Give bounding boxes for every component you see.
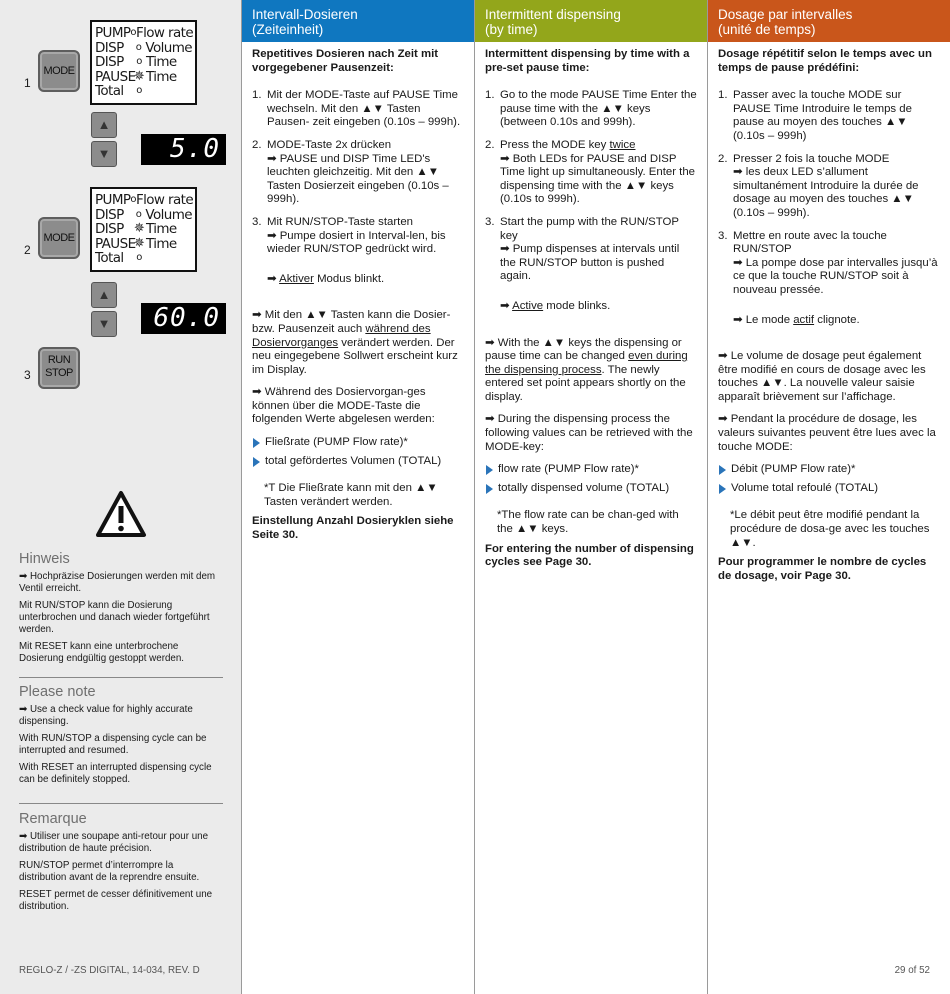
note-title: Hinweis <box>19 551 70 567</box>
lcd-value: Volume <box>145 39 192 56</box>
lcd-label: DISP <box>95 221 124 237</box>
header-subtitle: (by time) <box>485 22 538 37</box>
led-indicator: o <box>135 208 142 220</box>
page-reference: Pour programmer le nombre de cycles de dosage, voir Page 30. <box>718 556 927 582</box>
paragraph: ➡ During the dispensing process the following values can be retrieved with the MODE-key: <box>485 413 693 453</box>
lcd-label: DISP <box>95 39 124 56</box>
note-text: With RESET an interrupted dispensing cycle can be definitely stopped. <box>19 762 212 785</box>
note-title: Please note <box>19 684 96 700</box>
step-item: 2. MODE-Taste 2x drücken ➡ PAUSE und DISP Time LED's leuchten gleichzeitig. Mit den ▲▼ Tasten Dosierzeit eingeben (0.10s – 999h). <box>252 138 449 206</box>
down-arrow-button[interactable]: ▼ <box>91 311 117 337</box>
column-body <box>242 42 474 543</box>
mode-button[interactable]: MODE <box>38 217 80 259</box>
column-english <box>475 0 708 994</box>
intro-text: Intermittent dispensing by time with a pre-set pause time: <box>485 48 690 74</box>
step-number: 3 <box>24 368 31 382</box>
divider <box>19 803 223 804</box>
lcd-panel-2 <box>90 187 197 272</box>
step-item: 1. Go to the mode PAUSE Time Enter the pause time with the ▲▼ keys (between 0.10s and 999h). <box>485 89 697 129</box>
column-body <box>475 42 707 570</box>
header-title: Dosage par intervalles <box>718 7 853 22</box>
note-text: With RUN/STOP a dispensing cycle can be interrupted and resumed. <box>19 733 207 756</box>
note-en <box>19 686 223 791</box>
footnote: *Le débit peut être modifié pendant la procédure de dosa-ge avec les touches ▲▼. <box>730 509 930 549</box>
bullet-item: totally dispensed volume (TOTAL) <box>485 482 697 496</box>
column-header <box>475 0 707 42</box>
lcd-row <box>95 193 192 208</box>
led-indicator: o <box>136 85 142 96</box>
note-title: Remarque <box>19 811 87 827</box>
stop-label: STOP <box>45 367 73 379</box>
bullet-item: flow rate (PUMP Flow rate)* <box>485 463 697 477</box>
lcd-label: DISP <box>95 206 124 223</box>
lcd-row <box>95 208 192 223</box>
led-blink-icon: ✵ <box>133 235 145 251</box>
mode-button[interactable]: MODE <box>38 50 80 92</box>
header-subtitle: (unité de temps) <box>718 22 816 37</box>
run-stop-button[interactable] <box>38 347 80 389</box>
lcd-row <box>95 237 192 252</box>
lcd-value: Flow rate <box>135 25 194 41</box>
note-text: Mit RUN/STOP kann die Dosierung unterbrochen und danach wieder fortgeführt werden. <box>19 600 210 635</box>
run-label: RUN <box>47 354 71 366</box>
column-body <box>708 42 950 583</box>
note-text: ➡ Utiliser une soupape anti-retour pour une distribution de haute précision. <box>19 831 209 854</box>
led-blink-icon: ✵ <box>133 68 145 84</box>
led-indicator: o <box>136 56 142 67</box>
note-text: RUN/STOP permet d’interrompre la distribution avant de la reprendre ensuite. <box>19 860 200 883</box>
lcd-value: Flow rate <box>135 192 194 208</box>
sidebar <box>0 0 242 994</box>
page-number: 29 of 52 <box>894 965 930 976</box>
step-number: 2 <box>24 243 31 257</box>
paragraph: ➡ Während des Dosiervorgan-ges können über die MODE-Taste die folgenden Werte abgelesen werden: <box>252 386 435 426</box>
segment-display-1: 5.0 <box>141 134 226 165</box>
led-indicator: o <box>130 194 136 205</box>
step-number: 1 <box>24 76 31 90</box>
lcd-panel-1 <box>90 20 197 105</box>
bullet-item: Fließrate (PUMP Flow rate)* <box>252 436 464 450</box>
segment-display-2: 60.0 <box>141 303 226 334</box>
footnote: *The flow rate can be chan-ged with the ▲▼ keys. <box>497 509 679 536</box>
column-header <box>708 0 950 42</box>
lcd-row <box>95 41 192 56</box>
lcd-value: Time <box>146 235 177 252</box>
divider <box>19 677 223 678</box>
column-german <box>242 0 475 994</box>
warning-icon <box>95 490 147 538</box>
header-title: Intermittent dispensing <box>485 7 621 22</box>
lcd-row <box>95 55 192 70</box>
led-indicator: o <box>136 252 142 263</box>
footnote: *T Die Fließrate kann mit den ▲▼ Tasten verändert werden. <box>264 482 438 508</box>
lcd-label: PAUSE <box>95 68 136 85</box>
step-item: 3. Mettre en route avec la touche RUN/STOP ➡ La pompe dose par intervalles jusqu’à ce que la touche RUN/STOP soit à nouveau pressée. ➡ Le mode actif clignote. <box>718 230 940 328</box>
lcd-value: Time <box>146 221 177 237</box>
lcd-label: Total <box>95 83 124 99</box>
arrow-right-icon: ➡ <box>19 571 28 582</box>
note-text: RESET permet de cesser définitivement une distribution. <box>19 889 213 912</box>
lcd-value: Time <box>146 54 177 70</box>
note-text: ➡ Hochpräzise Dosierungen werden mit dem Ventil erreicht. <box>19 571 216 594</box>
arrow-right-icon: ➡ <box>19 831 28 842</box>
note-de <box>19 553 223 670</box>
paragraph: ➡ Pendant la procédure de dosage, les valeurs suivantes peuvent être lues avec la touche MODE: <box>718 413 936 453</box>
active-mode-note: ➡ Active mode blinks. <box>500 299 611 312</box>
lcd-row <box>95 251 192 266</box>
step-item: 1. Passer avec la touche MODE sur PAUSE Time Introduire le temps de pause au moyen des touches ▲▼ (0.10s – 999h) <box>718 89 912 142</box>
led-indicator: o <box>130 27 136 38</box>
step-item: 1. Mit der MODE-Taste auf PAUSE Time wechseln. Mit den ▲▼ Tasten Pausen- zeit eingeben (0.10s – 999h). <box>252 89 461 129</box>
column-header <box>242 0 474 42</box>
column-french <box>708 0 950 994</box>
header-title: Intervall-Dosieren <box>252 7 358 22</box>
lcd-value: Volume <box>145 206 192 223</box>
lcd-row <box>95 84 192 99</box>
note-text: ➡ Use a check value for highly accurate dispensing. <box>19 704 193 727</box>
bullet-item: total gefördertes Volumen (TOTAL) <box>252 455 464 469</box>
lcd-value: Time <box>146 68 177 85</box>
down-arrow-button[interactable]: ▼ <box>91 141 117 167</box>
arrow-right-icon: ➡ <box>19 704 28 715</box>
note-text: Mit RESET kann eine unterbrochene Dosierung endgültig gestoppt werden. <box>19 641 185 664</box>
page-reference: Einstellung Anzahl Dosieryklen siehe Seite 30. <box>252 515 454 542</box>
up-arrow-button[interactable]: ▲ <box>91 112 117 138</box>
lcd-label: PUMP <box>95 25 131 41</box>
lcd-label: PUMP <box>95 192 131 208</box>
lcd-row <box>95 26 192 41</box>
lcd-row <box>95 70 192 85</box>
led-blink-icon: ✵ <box>133 221 145 236</box>
header-subtitle: (Zeiteinheit) <box>252 22 324 37</box>
step-item: 3. Mit RUN/STOP-Taste starten ➡ Pumpe dosiert in Interval-len, bis wieder RUN/STOP gedrückt wird. ➡ Aktiver Modus blinkt. <box>252 216 464 286</box>
step-item: 2. Press the MODE key twice ➡ Both LEDs for PAUSE and DISP Time light up simultaneously. Enter the dispensing time with the ▲▼ keys (0.10s to 999h). <box>485 138 695 206</box>
bullet-item: Débit (PUMP Flow rate)* <box>718 463 940 477</box>
active-mode-note: ➡ Aktiver Modus blinkt. <box>267 272 385 285</box>
intro-text: Repetitives Dosieren nach Zeit mit vorgegebener Pausenzeit: <box>252 48 439 74</box>
step-item: 3. Start the pump with the RUN/STOP key ➡ Pump dispenses at intervals until the RUN/STOP button is pushed again. ➡ Active mode blinks. <box>485 216 697 314</box>
bullet-item: Volume total refoulé (TOTAL) <box>718 482 940 496</box>
up-arrow-button[interactable]: ▲ <box>91 282 117 308</box>
active-mode-note: ➡ Le mode actif clignote. <box>733 313 860 326</box>
intro-text: Dosage répétitif selon le temps avec un temps de pause prédéfini: <box>718 48 932 74</box>
note-fr <box>19 813 223 918</box>
page-reference: For entering the number of dispensing cycles see Page 30. <box>485 542 694 569</box>
footer-doc-id: REGLO-Z / -ZS DIGITAL, 14-034, REV. D <box>19 965 200 976</box>
paragraph: ➡ With the ▲▼ keys the dispensing or pause time can be changed even during the dispensing process. The newly entered set point appears shortly on the display. <box>485 336 688 403</box>
lcd-label: DISP <box>95 54 124 70</box>
paragraph: ➡ Le volume de dosage peut également être modifié en cours de dosage avec les touches ▲▼. La nouvelle valeur saisie apparaît brièvement sur l’affichage. <box>718 350 926 403</box>
step-item: 2. Presser 2 fois la touche MODE ➡ les deux LED s’allument simultanément Introduire la durée de dosage au moyen des touches ▲▼ (0.10s – 999h). <box>718 152 919 219</box>
lcd-row <box>95 222 192 237</box>
led-indicator: o <box>135 41 142 53</box>
lcd-label: PAUSE <box>95 235 136 252</box>
lcd-label: Total <box>95 250 124 266</box>
paragraph: ➡ Mit den ▲▼ Tasten kann die Dosier- bzw. Pausenzeit auch während des Dosiervorganges verändert werden. Der neu eingegebene Sollwert erscheint kurz im Display. <box>252 309 458 376</box>
